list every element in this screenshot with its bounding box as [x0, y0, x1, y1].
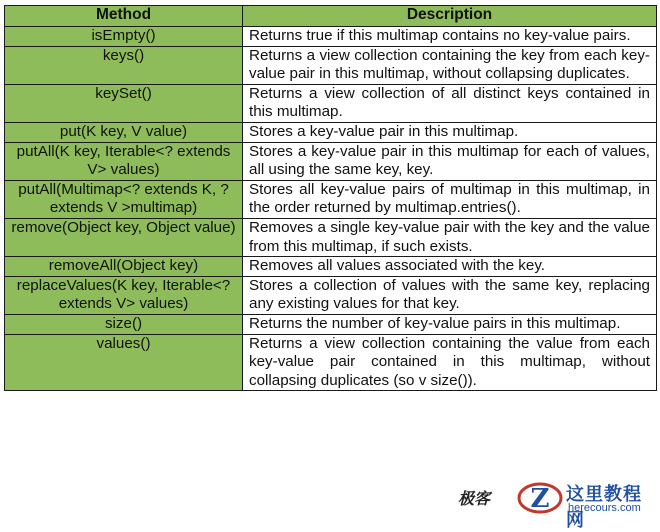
svg-text:Z: Z [530, 484, 550, 514]
method-column-header: Method [5, 6, 243, 27]
table-row [5, 334, 657, 391]
table-row [5, 276, 657, 314]
methods-table [4, 5, 657, 391]
method-cell: putAll(K key, Iterable<? extends V> values) [5, 142, 243, 180]
table-row [5, 314, 657, 334]
table-row [5, 122, 657, 142]
description-cell: Removes a single key-value pair with the key and the value from this multimap, if such exists. [243, 218, 657, 256]
site-logo-icon [516, 480, 564, 516]
method-cell: removeAll(Object key) [5, 257, 243, 277]
description-cell: Returns a view collection containing the key from each key-value pair in this multimap, without collapsing duplicates. [243, 46, 657, 84]
method-cell: put(K key, V value) [5, 122, 243, 142]
method-cell: size() [5, 314, 243, 334]
table-row [5, 257, 657, 277]
description-cell: Returns a view collection containing the value from each key-value pair contained in this multimap, without collapsing duplicates (so v size()). [243, 334, 657, 391]
table-row [5, 142, 657, 180]
table-row [5, 84, 657, 122]
watermark-url: herecours.com [568, 502, 641, 514]
description-cell: Returns a view collection of all distinct keys contained in this multimap. [243, 84, 657, 122]
description-cell: Stores a key-value pair in this multimap for each of values, all using the same key, key. [243, 142, 657, 180]
table-row [5, 180, 657, 218]
method-cell: isEmpty() [5, 27, 243, 47]
description-cell: Returns the number of key-value pairs in this multimap. [243, 314, 657, 334]
description-column-header: Description [243, 6, 657, 27]
table-row [5, 27, 657, 47]
site-watermark [458, 480, 658, 531]
method-cell: keys() [5, 46, 243, 84]
method-cell: replaceValues(K key, Iterable<? extends V> values) [5, 276, 243, 314]
table-row [5, 218, 657, 256]
description-cell: Stores all key-value pairs of multimap in this multimap, in the order returned by multimap.entries(). [243, 180, 657, 218]
method-cell: putAll(Multimap<? extends K, ? extends V >multimap) [5, 180, 243, 218]
method-cell: values() [5, 334, 243, 391]
description-cell: Stores a collection of values with the same key, replacing any existing values for that key. [243, 276, 657, 314]
watermark-brand-name: 这里教程网 [566, 484, 642, 531]
description-cell: Returns true if this multimap contains no key-value pairs. [243, 27, 657, 47]
method-cell: keySet() [5, 84, 243, 122]
description-cell: Removes all values associated with the key. [243, 257, 657, 277]
table-header-row [5, 6, 657, 27]
table-row [5, 46, 657, 84]
watermark-left-text: 极客 [458, 489, 491, 508]
method-cell: remove(Object key, Object value) [5, 218, 243, 256]
description-cell: Stores a key-value pair in this multimap. [243, 122, 657, 142]
